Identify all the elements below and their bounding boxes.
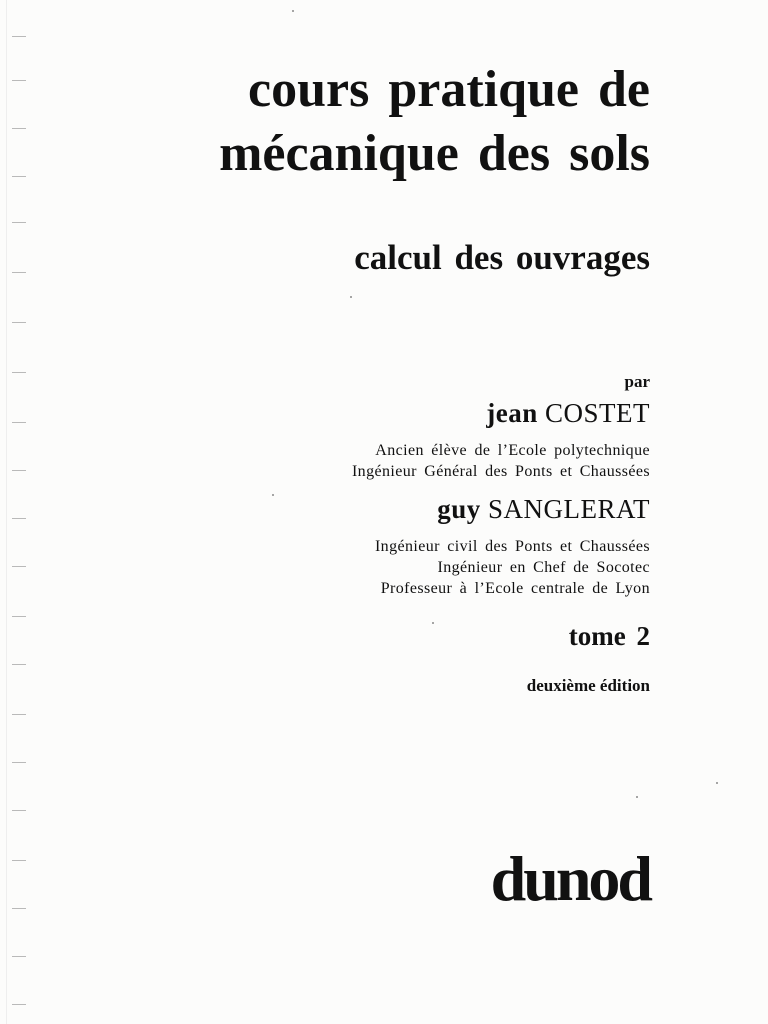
author-name-costet	[486, 398, 650, 429]
book-title-line-1: cours pratique de	[248, 61, 650, 118]
credential-line: Ingénieur Général des Ponts et Chaussées	[351, 463, 650, 480]
binding-edge	[0, 0, 40, 1024]
edition-label: deuxième édition	[526, 676, 650, 695]
author-last-name: COSTET	[544, 398, 650, 428]
publisher-logo: dunod	[490, 843, 650, 914]
author-credentials-costet	[352, 440, 650, 482]
author-credentials-sanglerat	[375, 536, 650, 599]
credential-line: Ingénieur en Chef de Socotec	[437, 559, 650, 576]
book-title	[219, 58, 650, 186]
author-name-sanglerat	[437, 494, 650, 525]
credential-line: Professeur à l’Ecole centrale de Lyon	[380, 580, 650, 597]
author-first-name: guy	[437, 494, 481, 524]
credential-line: Ancien élève de l’Ecole polytechnique	[375, 442, 650, 459]
book-title-line-2: mécanique des sols	[219, 125, 650, 182]
book-subtitle: calcul des ouvrages	[354, 238, 650, 277]
author-first-name: jean	[486, 398, 538, 428]
credential-line: Ingénieur civil des Ponts et Chaussées	[374, 538, 650, 555]
volume-label: tome 2	[568, 621, 650, 651]
author-last-name: SANGLERAT	[487, 494, 650, 524]
by-label: par	[624, 372, 650, 391]
